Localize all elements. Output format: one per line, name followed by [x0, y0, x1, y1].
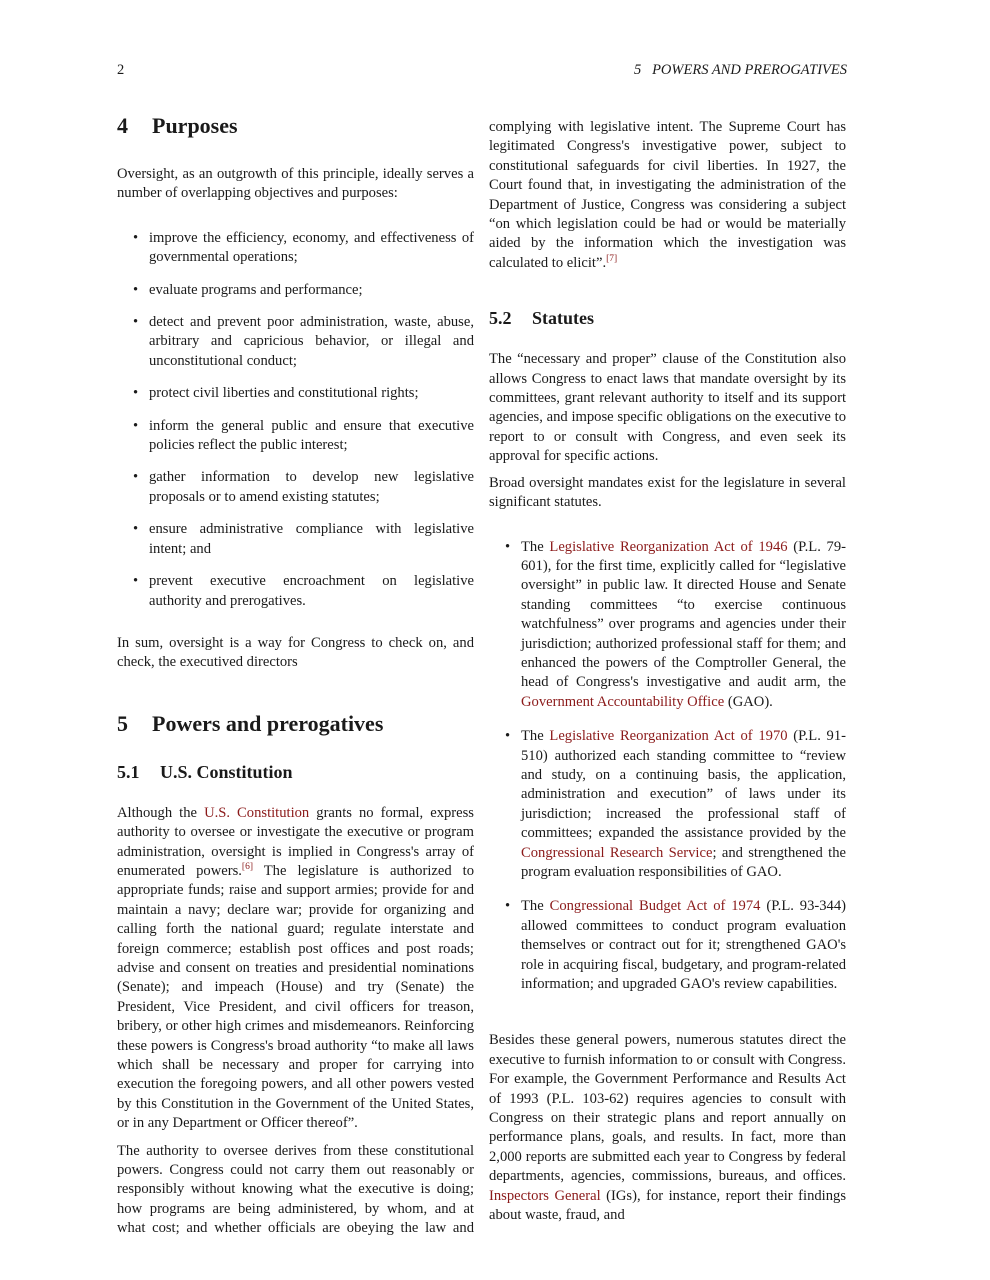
bullet-icon: • — [133, 417, 139, 434]
lra-1946-link[interactable]: Legislative Reorganization Act of 1946 — [549, 538, 788, 555]
section-number: 5 — [117, 710, 128, 736]
list-item: • inform the general public and ensure that executive policies reflect the public interest; — [133, 417, 474, 454]
section-number: 4 — [117, 113, 128, 138]
section-5-heading — [117, 710, 474, 738]
list-item: • The Legislative Reorganization Act of 1970 (P.L. 91-510) authorized each standing committee to “review and study, on a continuing basis, the application, administration and execution” of laws under its jurisdiction; increased the professional staff of committees; expanded the assistance provided by the Congressional Research Service; and strengthened the program evaluation responsibilities of GAO. — [505, 728, 846, 880]
inspectors-general-link[interactable]: Inspectors General — [489, 1187, 601, 1204]
subsection-title: Statutes — [532, 308, 594, 329]
running-title: 5 POWERS AND PREROGATIVES — [633, 62, 847, 78]
list-item: • The Legislative Reorganization Act of 1946 (P.L. 79-601), for the first time, explicitly called for “legislative oversight” in public law. It directed House and Senate standing committees “to exercise continuous watchfulness” over programs and agencies under their jurisdiction; authorized professional staff for them; and enhanced the powers of the Comptroller General, the head of Congress's investigative and audit arm, the Government Accountability Office (GAO). — [505, 538, 846, 710]
paragraph-continued — [117, 1142, 474, 1239]
left-column — [117, 112, 474, 1239]
list-item: • evaluate programs and performance; — [117, 281, 474, 300]
paragraph: In sum, oversight is a way for Congress to check on, and check, the executived directors — [117, 634, 474, 671]
bullet-icon: • — [133, 229, 139, 246]
list-item: • ensure administrative compliance with legislative intent; and — [133, 521, 474, 557]
list-item: • gather information to develop new legislative proposals or to amend existing statutes; — [133, 469, 474, 505]
paragraph: Oversight, as an outgrowth of this principle, ideally serves a number of overlapping objectives and purposes: — [117, 166, 474, 202]
section-title: Powers and prerogatives — [152, 710, 384, 736]
subsection-5-1-heading — [117, 760, 474, 784]
paragraph: The “necessary and proper” clause of the Constitution also allows Congress to enact laws that mandate oversight by its committees, grant relevant authority to itself and its support agencies, and impose specific obligations on the executive to report to or consult with Congress, and even seek its approval for specific actions. — [489, 351, 846, 465]
list-item: • detect and prevent poor administration, waste, abuse, arbitrary and capricious behavior, or illegal and unconstitutional conduct; — [133, 314, 474, 369]
page-number: 2 — [117, 62, 125, 78]
list-item: • The Congressional Budget Act of 1974 (P.L. 93-344) allowed committees to conduct program evaluation themselves or contract out for it; strengthened GAO's role in acquiring fiscal, budgetary, and program-related information; and upgraded GAO's review capabilities. — [505, 898, 846, 993]
list-item: • prevent executive encroachment on legislative authority and prerogatives. — [133, 573, 474, 609]
lra-1970-link[interactable]: Legislative Reorganization Act of 1970 — [549, 728, 788, 745]
bullet-icon: • — [133, 314, 139, 331]
gao-link[interactable]: Government Accountability Office — [521, 693, 725, 710]
section-4-heading — [117, 112, 474, 140]
bullet-icon: • — [133, 469, 139, 486]
crs-link[interactable]: Congressional Research Service — [521, 844, 713, 861]
paragraph-start: The authority to oversee derives from these constitutional powers. Congress could not carry them out reasonably or responsibly without knowing what the executive is doing; how programs are being administered, by whom, and at what cost; and whether officials are obeying the law and — [117, 1142, 474, 1237]
right-column — [489, 118, 846, 1226]
bullet-icon: • — [133, 521, 139, 538]
bullet-icon: • — [133, 281, 139, 298]
bullet-icon: • — [133, 385, 139, 402]
citation-link[interactable]: [7] — [606, 253, 618, 264]
section-title: Purposes — [152, 113, 238, 138]
bullet-icon: • — [133, 573, 139, 590]
purposes-list — [117, 229, 474, 611]
subsection-number: 5.2 — [489, 308, 512, 329]
us-constitution-link[interactable]: U.S. Constitution — [204, 804, 310, 821]
list-item: • improve the efficiency, economy, and effectiveness of governmental operations; — [133, 229, 474, 266]
list-item: • protect civil liberties and constitutional rights; — [117, 384, 474, 403]
paragraph: Broad oversight mandates exist for the legislature in several significant statutes. — [489, 474, 846, 511]
bullet-icon: • — [505, 538, 511, 555]
subsection-5-2-heading — [489, 306, 846, 330]
subsection-number: 5.1 — [117, 761, 140, 782]
subsection-title: U.S. Constitution — [160, 761, 293, 782]
paragraph-continuation: complying with legislative intent. The Supreme Court has legitimated Congress's investigative power, subject to constitutional safeguards for civil liberties. In 1927, the Court found that, in investigating the administration of the Department of Justice, Congress was considering a subject “on which legislation could be had or would be materially aided by the information which the investigation was calculated to elicit”.[7] — [489, 119, 846, 271]
bullet-icon: • — [505, 898, 511, 915]
cba-1974-link[interactable]: Congressional Budget Act of 1974 — [549, 898, 761, 915]
citation-link[interactable]: [6] — [241, 861, 253, 872]
running-header — [117, 62, 847, 82]
statutes-list — [489, 538, 846, 995]
bullet-icon: • — [505, 728, 511, 745]
paragraph: Although the U.S. Constitution grants no formal, express authority to oversee or investigate the executive or program administration, oversight is implied in Congress's array of enumerated powers.[6] The legislature is authorized to appropriate funds; raise and support armies; provide for and maintain a navy; declare war; provide for organizing and calling forth the national guard; regulate interstate and foreign commerce; establish post offices and post roads; advise and consent on treaties and presidential nominations (Senate); and impeach (House) and try (Senate) the President, Vice President, and civil officers for treason, bribery, or other high crimes and misdemeanors. Reinforcing these powers is Congress's broad authority “to make all laws which shall be necessary and proper for carrying into execution the foregoing powers, and all other powers vested by this Constitution in the Government of the United States, or in any Department or Officer thereof”. — [117, 804, 475, 1132]
paragraph: Besides these general powers, numerous statutes direct the executive to furnish information to or consult with Congress. For example, the Government Performance and Results Act of 1993 (P.L. 103-62) requires agencies to consult with Congress on their strategic plans and report annually on performance plans, goals, and results. In fact, more than 2,000 reports are submitted each year to Congress by federal departments, agencies, commissions, bureaus, and offices. Inspectors General (IGs), for instance, report their findings about waste, fraud, and — [489, 1032, 847, 1224]
